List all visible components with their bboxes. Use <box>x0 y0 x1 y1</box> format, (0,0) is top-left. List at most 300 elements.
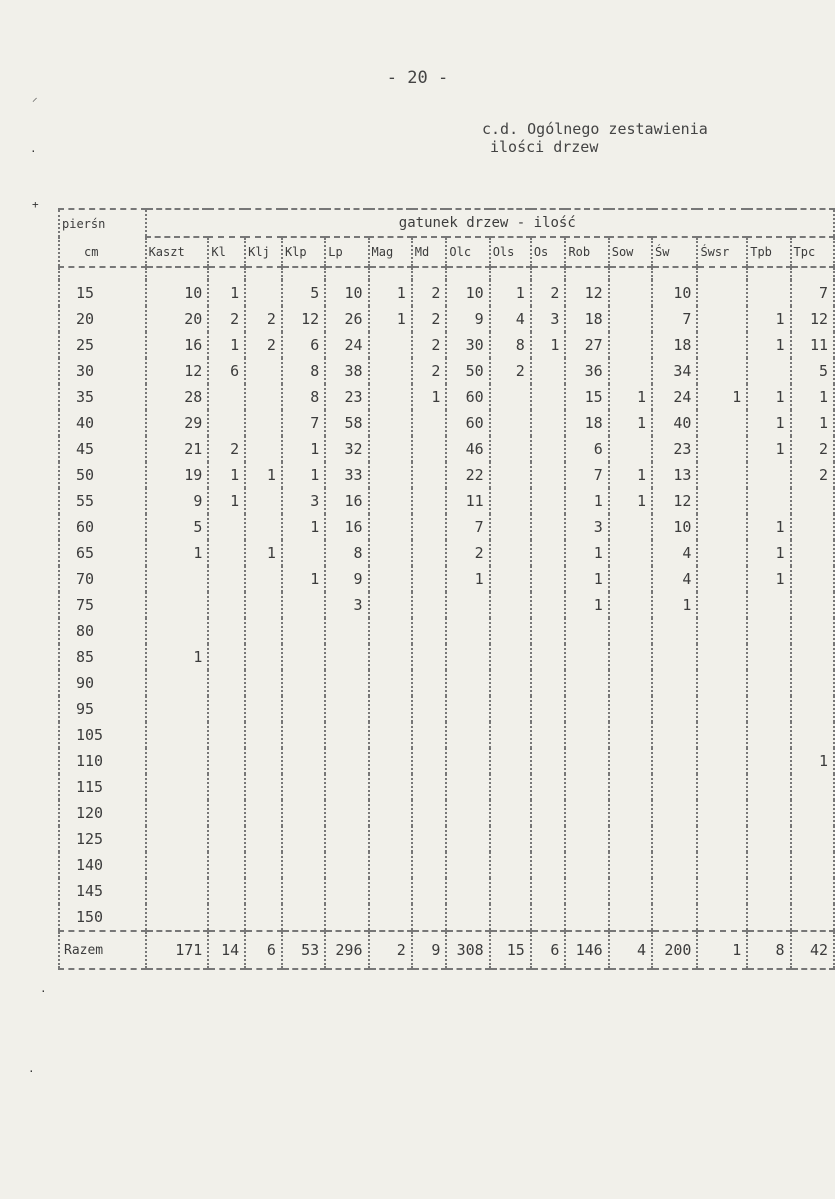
count-cell <box>412 670 447 696</box>
species-header: Ols <box>490 237 531 267</box>
count-cell <box>412 488 447 514</box>
count-cell <box>652 878 697 904</box>
count-cell: 29 <box>146 410 209 436</box>
diameter-cell: 145 <box>59 878 146 904</box>
count-cell <box>609 280 652 306</box>
count-cell <box>609 618 652 644</box>
count-cell <box>446 800 489 826</box>
species-header: Md <box>412 237 447 267</box>
count-cell <box>531 800 566 826</box>
count-cell <box>609 852 652 878</box>
count-cell: 1 <box>565 592 608 618</box>
count-cell: 1 <box>747 540 790 566</box>
count-cell <box>369 566 412 592</box>
count-cell <box>446 618 489 644</box>
count-cell <box>490 670 531 696</box>
count-cell <box>609 332 652 358</box>
table-row <box>59 540 834 566</box>
count-cell <box>565 618 608 644</box>
count-cell <box>325 774 368 800</box>
count-cell <box>747 670 790 696</box>
table-row <box>59 800 834 826</box>
count-cell: 22 <box>446 462 489 488</box>
count-cell <box>369 540 412 566</box>
count-cell <box>609 358 652 384</box>
count-cell: 2 <box>412 280 447 306</box>
count-cell: 1 <box>609 410 652 436</box>
count-cell: 5 <box>282 280 325 306</box>
count-cell: 1 <box>652 592 697 618</box>
table-row <box>59 774 834 800</box>
count-cell: 10 <box>446 280 489 306</box>
count-cell <box>412 774 447 800</box>
count-cell <box>325 826 368 852</box>
count-cell: 2 <box>490 358 531 384</box>
table-row <box>59 722 834 748</box>
count-cell <box>565 904 608 931</box>
count-cell <box>609 722 652 748</box>
table-row <box>59 488 834 514</box>
diameter-cell: 55 <box>59 488 146 514</box>
count-cell <box>208 540 245 566</box>
count-cell: 19 <box>146 462 209 488</box>
count-cell <box>652 618 697 644</box>
total-cell: 200 <box>652 931 697 969</box>
count-cell: 7 <box>791 280 834 306</box>
count-cell: 1 <box>208 280 245 306</box>
table-row <box>59 826 834 852</box>
count-cell <box>791 488 834 514</box>
diameter-cell: 75 <box>59 592 146 618</box>
count-cell: 10 <box>146 280 209 306</box>
count-cell: 1 <box>747 436 790 462</box>
count-cell <box>609 566 652 592</box>
count-cell: 60 <box>446 384 489 410</box>
table-row <box>59 280 834 306</box>
count-cell <box>412 410 447 436</box>
count-cell <box>490 878 531 904</box>
count-cell <box>369 852 412 878</box>
count-cell: 23 <box>652 436 697 462</box>
table-row <box>59 332 834 358</box>
count-cell <box>146 800 209 826</box>
count-cell: 1 <box>791 748 834 774</box>
count-cell <box>697 592 747 618</box>
count-cell: 2 <box>208 306 245 332</box>
total-cell: 2 <box>369 931 412 969</box>
count-cell <box>146 878 209 904</box>
diameter-cell: 20 <box>59 306 146 332</box>
diameter-cell: 105 <box>59 722 146 748</box>
count-cell <box>697 410 747 436</box>
count-cell: 1 <box>747 410 790 436</box>
count-cell: 12 <box>565 280 608 306</box>
count-cell <box>369 462 412 488</box>
count-cell: 7 <box>446 514 489 540</box>
count-cell: 27 <box>565 332 608 358</box>
count-cell: 6 <box>208 358 245 384</box>
count-cell: 12 <box>791 306 834 332</box>
count-cell <box>208 566 245 592</box>
count-cell: 3 <box>531 306 566 332</box>
count-cell <box>490 696 531 722</box>
count-cell <box>697 514 747 540</box>
count-cell <box>412 748 447 774</box>
count-cell <box>369 748 412 774</box>
count-cell: 1 <box>747 332 790 358</box>
table-row <box>59 514 834 540</box>
count-cell <box>245 904 282 931</box>
count-cell <box>369 488 412 514</box>
count-cell <box>747 696 790 722</box>
count-cell <box>369 384 412 410</box>
count-cell <box>531 488 566 514</box>
count-cell <box>146 774 209 800</box>
count-cell: 38 <box>325 358 368 384</box>
count-cell: 40 <box>652 410 697 436</box>
count-cell: 16 <box>325 488 368 514</box>
diameter-cell: 90 <box>59 670 146 696</box>
count-cell <box>609 670 652 696</box>
diameter-header: pierśn <box>59 209 146 237</box>
count-cell: 18 <box>652 332 697 358</box>
spacer-row <box>59 267 834 280</box>
count-cell <box>565 826 608 852</box>
count-cell <box>531 592 566 618</box>
total-cell: 6 <box>245 931 282 969</box>
count-cell: 11 <box>446 488 489 514</box>
count-cell: 33 <box>325 462 368 488</box>
count-cell <box>697 332 747 358</box>
count-cell <box>652 670 697 696</box>
total-cell: 53 <box>282 931 325 969</box>
heading-line-1: c.d. Ogólnego zestawienia <box>482 120 708 138</box>
total-cell: 1 <box>697 931 747 969</box>
margin-mark: · <box>28 1065 35 1078</box>
count-cell <box>747 826 790 852</box>
count-cell: 26 <box>325 306 368 332</box>
count-cell: 8 <box>282 358 325 384</box>
diameter-cell: 80 <box>59 618 146 644</box>
count-cell <box>490 722 531 748</box>
count-cell <box>369 436 412 462</box>
count-cell <box>697 280 747 306</box>
count-cell <box>325 852 368 878</box>
count-cell <box>490 540 531 566</box>
count-cell <box>490 852 531 878</box>
total-cell: 146 <box>565 931 608 969</box>
count-cell: 1 <box>208 462 245 488</box>
count-cell <box>245 436 282 462</box>
count-cell <box>609 644 652 670</box>
count-cell <box>697 722 747 748</box>
count-cell <box>369 618 412 644</box>
diameter-cell: 15 <box>59 280 146 306</box>
count-cell: 11 <box>791 332 834 358</box>
count-cell: 7 <box>282 410 325 436</box>
count-cell <box>490 618 531 644</box>
count-cell <box>609 592 652 618</box>
count-cell: 2 <box>412 358 447 384</box>
count-cell <box>412 800 447 826</box>
count-cell: 1 <box>791 410 834 436</box>
count-cell <box>146 904 209 931</box>
count-cell: 18 <box>565 410 608 436</box>
count-cell <box>697 358 747 384</box>
count-cell <box>490 748 531 774</box>
count-cell <box>609 514 652 540</box>
count-cell <box>652 800 697 826</box>
count-cell <box>609 774 652 800</box>
count-cell: 16 <box>325 514 368 540</box>
count-cell <box>531 540 566 566</box>
count-cell: 1 <box>791 384 834 410</box>
count-cell <box>282 904 325 931</box>
count-cell <box>697 852 747 878</box>
count-cell <box>490 644 531 670</box>
count-cell <box>791 878 834 904</box>
count-cell <box>697 488 747 514</box>
count-cell <box>208 774 245 800</box>
count-cell <box>652 904 697 931</box>
species-header: Lp <box>325 237 368 267</box>
count-cell: 1 <box>609 488 652 514</box>
table-row <box>59 644 834 670</box>
count-cell: 1 <box>282 566 325 592</box>
count-cell: 24 <box>652 384 697 410</box>
count-cell <box>791 774 834 800</box>
count-cell <box>697 618 747 644</box>
count-cell <box>747 618 790 644</box>
diameter-cell: 70 <box>59 566 146 592</box>
count-cell <box>146 592 209 618</box>
count-cell <box>490 410 531 436</box>
count-cell <box>282 592 325 618</box>
count-cell: 1 <box>565 488 608 514</box>
count-cell: 9 <box>446 306 489 332</box>
species-header: Rob <box>565 237 608 267</box>
count-cell <box>325 748 368 774</box>
count-cell <box>446 592 489 618</box>
count-cell: 34 <box>652 358 697 384</box>
count-cell: 20 <box>146 306 209 332</box>
count-cell: 23 <box>325 384 368 410</box>
count-cell <box>146 566 209 592</box>
total-cell: 15 <box>490 931 531 969</box>
count-cell <box>446 644 489 670</box>
count-cell <box>412 592 447 618</box>
count-cell: 32 <box>325 436 368 462</box>
count-cell <box>609 826 652 852</box>
table-row <box>59 592 834 618</box>
table-row <box>59 436 834 462</box>
header-row-2 <box>59 237 834 267</box>
count-cell <box>652 644 697 670</box>
count-cell <box>146 618 209 644</box>
count-cell <box>369 904 412 931</box>
count-cell <box>747 280 790 306</box>
count-cell <box>245 644 282 670</box>
heading-line-2: ilości drzew <box>490 138 599 156</box>
count-cell: 9 <box>325 566 368 592</box>
count-cell <box>697 462 747 488</box>
count-cell <box>282 852 325 878</box>
count-cell <box>490 826 531 852</box>
count-cell <box>325 618 368 644</box>
count-cell <box>791 618 834 644</box>
count-cell <box>697 306 747 332</box>
count-cell <box>245 592 282 618</box>
count-cell <box>282 670 325 696</box>
count-cell <box>565 722 608 748</box>
total-cell: 171 <box>146 931 209 969</box>
count-cell: 1 <box>747 306 790 332</box>
count-cell <box>282 644 325 670</box>
total-row <box>59 931 834 969</box>
count-cell: 1 <box>208 332 245 358</box>
count-cell <box>531 774 566 800</box>
margin-mark: · <box>40 985 47 998</box>
count-cell <box>565 670 608 696</box>
count-cell: 8 <box>490 332 531 358</box>
count-cell <box>531 384 566 410</box>
count-cell <box>369 410 412 436</box>
count-cell <box>747 644 790 670</box>
count-cell <box>208 878 245 904</box>
count-cell <box>245 774 282 800</box>
count-cell <box>412 904 447 931</box>
count-cell: 18 <box>565 306 608 332</box>
count-cell <box>531 670 566 696</box>
count-cell <box>325 800 368 826</box>
count-cell <box>412 566 447 592</box>
count-cell <box>697 696 747 722</box>
count-cell <box>208 670 245 696</box>
count-cell <box>747 774 790 800</box>
count-cell <box>146 852 209 878</box>
species-header: Śwsr <box>697 237 747 267</box>
count-cell <box>282 540 325 566</box>
count-cell <box>490 514 531 540</box>
count-cell <box>697 774 747 800</box>
count-cell: 21 <box>146 436 209 462</box>
count-cell: 1 <box>245 462 282 488</box>
count-cell: 60 <box>446 410 489 436</box>
count-cell <box>652 826 697 852</box>
count-cell <box>412 852 447 878</box>
count-cell <box>565 878 608 904</box>
total-cell: 14 <box>208 931 245 969</box>
table-row <box>59 358 834 384</box>
count-cell <box>791 592 834 618</box>
count-cell <box>245 618 282 644</box>
count-cell <box>208 722 245 748</box>
count-cell <box>490 774 531 800</box>
count-cell <box>490 462 531 488</box>
count-cell <box>412 722 447 748</box>
count-cell: 3 <box>325 592 368 618</box>
count-cell: 16 <box>146 332 209 358</box>
count-cell <box>490 488 531 514</box>
count-cell <box>531 462 566 488</box>
margin-mark: ⸝ <box>32 91 38 104</box>
count-cell <box>531 878 566 904</box>
count-cell <box>412 436 447 462</box>
species-header: Kaszt <box>146 237 209 267</box>
table-row <box>59 306 834 332</box>
count-cell <box>652 722 697 748</box>
count-cell <box>412 618 447 644</box>
count-cell <box>446 722 489 748</box>
count-cell: 6 <box>282 332 325 358</box>
count-cell <box>531 618 566 644</box>
count-cell <box>245 748 282 774</box>
count-cell <box>791 540 834 566</box>
count-cell: 10 <box>652 514 697 540</box>
count-cell <box>245 410 282 436</box>
count-cell <box>446 774 489 800</box>
count-cell: 1 <box>697 384 747 410</box>
diameter-cell: 95 <box>59 696 146 722</box>
count-cell <box>609 306 652 332</box>
diameter-cell: 35 <box>59 384 146 410</box>
species-header: Os <box>531 237 566 267</box>
count-cell <box>412 644 447 670</box>
count-cell <box>282 826 325 852</box>
count-cell <box>747 358 790 384</box>
count-cell <box>146 696 209 722</box>
total-cell: 296 <box>325 931 368 969</box>
table-row <box>59 384 834 410</box>
count-cell <box>208 644 245 670</box>
species-header: Sow <box>609 237 652 267</box>
count-cell <box>245 826 282 852</box>
count-cell <box>208 696 245 722</box>
count-cell <box>609 878 652 904</box>
count-cell <box>697 904 747 931</box>
count-cell <box>245 696 282 722</box>
count-cell <box>747 800 790 826</box>
total-cell: 42 <box>791 931 834 969</box>
count-cell <box>747 852 790 878</box>
diameter-cell: 85 <box>59 644 146 670</box>
count-cell <box>282 878 325 904</box>
count-cell <box>446 748 489 774</box>
count-cell <box>791 566 834 592</box>
diameter-unit: cm <box>59 237 146 267</box>
count-cell <box>531 410 566 436</box>
count-cell <box>697 566 747 592</box>
count-cell <box>245 722 282 748</box>
count-cell: 36 <box>565 358 608 384</box>
count-cell <box>565 748 608 774</box>
count-cell: 2 <box>791 436 834 462</box>
count-cell <box>697 826 747 852</box>
table-row <box>59 852 834 878</box>
species-header: Mag <box>369 237 412 267</box>
count-cell <box>369 514 412 540</box>
count-cell <box>369 878 412 904</box>
species-header: Kl <box>208 237 245 267</box>
count-cell <box>531 644 566 670</box>
count-cell <box>446 696 489 722</box>
count-cell <box>412 540 447 566</box>
count-cell: 2 <box>208 436 245 462</box>
species-header: Klj <box>245 237 282 267</box>
count-cell <box>325 904 368 931</box>
count-cell <box>697 540 747 566</box>
count-cell <box>446 826 489 852</box>
